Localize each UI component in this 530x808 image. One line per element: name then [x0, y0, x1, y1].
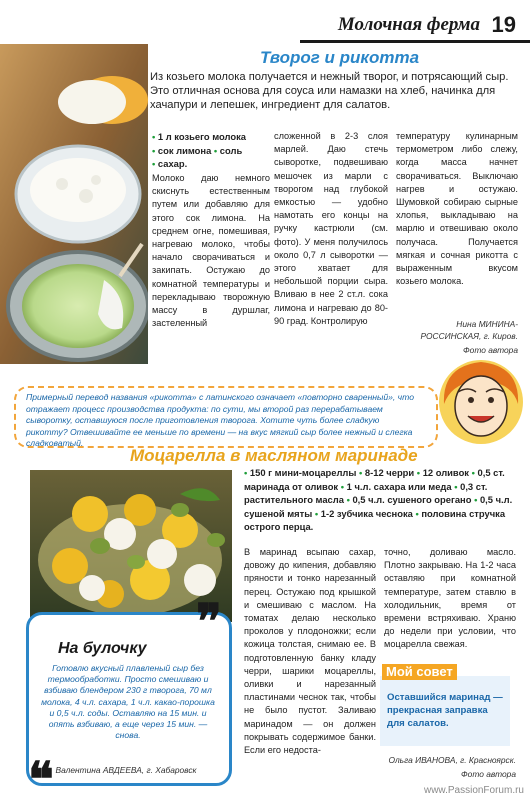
article2-column-2: точно, доливаю масло. Плотно закрываю. На 1-2 часа оставляю при комнатной температуре, затем ставлю в холодильник, время от времени встряхиваю. Храню до недели при условии, что моцарелла свежая. — [384, 547, 516, 650]
ingredient-item: • 1 л козьего молока — [152, 131, 246, 142]
ricotta-photo — [0, 44, 148, 364]
bullet-icon: • — [213, 144, 218, 156]
tip-text: Примерный перевод названия «рикотта» с латинского означает «повторно сваренный», что отражает процесс производства продукта: по сути, мы второй раз перерабатываем сыворотку, оставшуюся после приготовления творога. Хотите чуть более сладкую рикотту? Отвешивайте ее меньше по времени — на вкус мягкий сыр более нежный и слегка сладковатый. — [26, 392, 414, 449]
article1-column-1: Молоко даю немного скиснуть естественным путем или добавляю для этого сок лимона. На среднем огне, помешивая, нагреваю молоко, чтобы начало сворачиваться и закипать. Остужаю до комнатной температуры и перекладываю творожную массу в дуршлаг, застеленный — [152, 173, 270, 329]
article2-ingredients: • 150 г мини-моцареллы • 8-12 черри • 12 оливок • 0,5 ст. маринада от оливок • 1 ч.л. сахара или меда • 0,3 ст. растительного масла • 0,5 ч.л. сушеного орегано • 0,5 ч.л. сушеной мяты • 1-2 зубчика чеснока • половина стручка острого перца. — [244, 467, 513, 533]
article1-author: Нина МИНИНА-РОССИНСКАЯ, г. Киров. — [420, 319, 518, 341]
bullet-icon: • — [474, 494, 478, 506]
author-avatar — [438, 352, 524, 448]
advice-text: Оставшийся маринад — прекрасная заправка для салатов. — [387, 692, 503, 729]
article1-column-2: сложенной в 2-3 слоя марлей. Даю стечь сыворотке, подвешиваю мешочек из марли с творогом над глубокой емкостью — удобно намотать его концы на ручку кастрюли (см. фото). У меня получилось около 0,7 л сыворотки — этого хватает для небольшой порции сыра. Вливаю в нее 2 ст.л. сока лимона и нагреваю до 80-90 град. Контролирую — [274, 131, 388, 326]
article1-photo-credit: Фото автора — [463, 345, 518, 355]
bullet-icon: • — [471, 467, 475, 478]
bullet-icon: • — [415, 507, 419, 519]
page-number: 19 — [491, 12, 516, 37]
bullet-icon: • — [152, 158, 156, 170]
article1-intro: Из козьего молока получается и нежный творог, и потрясающий сыр. Это отличная основа для соуса или намазки на хлеб, начинка для хачапури и лепешек, ингредиент для салатов. — [150, 71, 509, 111]
bun-recipe-text: Готовлю вкусный плавленый сыр без термообработки. Просто смешиваю и взбиваю блендером 230 г творога, 70 мл молока, 4 ч.л. сахара, 1 ч.л. какао-порошка и 0,5 ч.л. соды. Оставляю на 15 мин. и опять взбиваю, а еще через 15 мин. — снова. — [41, 663, 215, 741]
bullet-icon: • — [340, 480, 345, 492]
bullet-icon: • — [346, 494, 350, 506]
article1-ingredients — [152, 130, 270, 171]
article2-author: Ольга ИВАНОВА, г. Красноярск. — [388, 755, 516, 765]
bullet-icon: • — [244, 467, 248, 478]
bullet-icon: • — [416, 467, 421, 478]
article2-title: Моцарелла в масляном маринаде — [130, 446, 418, 465]
article1-column-3: температуру кулинарным термометром либо слежу, когда масса начнет сворачиваться. Выключаю нагрев и остужаю. Шумовкой собираю сырные хлопья, выкладываю на марлю и отвешиваю около получаса. Получается мягкая и сочная рикотта с выраженным вкусом козьего молока. — [396, 131, 518, 287]
advice-title: Мой совет — [382, 664, 457, 680]
ingredient-item: • сок лимона • соль — [152, 144, 243, 156]
bullet-icon: • — [314, 507, 319, 519]
bun-recipe-author: Валентина АВДЕЕВА, г. Хабаровск — [55, 765, 197, 775]
bun-recipe-title: На булочку — [58, 640, 147, 657]
article1-title: Творог и рикотта — [260, 48, 420, 67]
bullet-icon: • — [359, 467, 363, 478]
watermark: www.PassionForum.ru — [423, 785, 524, 796]
article2-column-1: В маринад всыпаю сахар, довожу до кипения, добавляю пряности и тонко нарезанный перец. Остужаю под крышкой и смешиваю с маслом. На томатах делаю несколько проколов у плодоножки; если кожица толстая, снимаю ее. В подготовленную банку кладу черри, шарики моцареллы, оливки и нарезанный пластинами чеснок так, чтобы не было пустот. Заливаю маринадом — он должен покрывать содержимое банки. Если его недоста- — [244, 547, 376, 756]
quote-mark-icon: ❝ — [28, 754, 54, 807]
bullet-icon: • — [454, 480, 458, 492]
bullet-icon: • — [152, 131, 156, 142]
article2-photo-credit: Фото автора — [461, 769, 516, 779]
rubric-title: Молочная ферма — [337, 14, 480, 35]
bullet-icon: • — [152, 144, 156, 156]
ingredient-item: • сахар. — [152, 158, 188, 170]
header-rule — [300, 40, 530, 43]
quote-mark-icon: ❞ — [196, 596, 222, 649]
